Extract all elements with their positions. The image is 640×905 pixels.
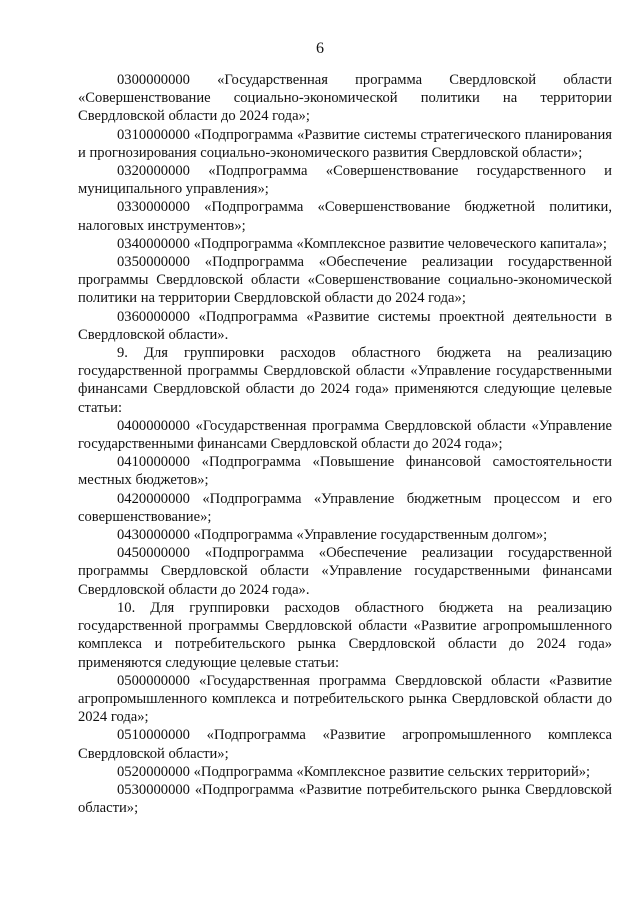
paragraph-0350000000: 0350000000 «Подпрограмма «Обеспечение реализации государственной программы Свердловской области «Совершенствование социально-экономической политики на территории Свердловской области до 2024 года»; — [78, 254, 612, 307]
paragraph-0310000000: 0310000000 «Подпрограмма «Развитие системы стратегического планирования и прогнозирования социально-экономического развития Свердловской области»; — [78, 126, 612, 161]
paragraph-0300000000: 0300000000 «Государственная программа Свердловской области «Совершенствование социально-экономической политики на территории Свердловской области до 2024 года»; — [78, 72, 612, 125]
paragraph-0330000000: 0330000000 «Подпрограмма «Совершенствование бюджетной политики, налоговых инструментов»; — [78, 199, 612, 234]
paragraph-0340000000: 0340000000 «Подпрограмма «Комплексное развитие человеческого капитала»; — [117, 235, 607, 252]
paragraph-0430000000: 0430000000 «Подпрограмма «Управление государственным долгом»; — [117, 527, 548, 544]
paragraph-0530000000: 0530000000 «Подпрограмма «Развитие потребительского рынка Свердловской области»; — [78, 781, 612, 817]
paragraph-0320000000: 0320000000 «Подпрограмма «Совершенствование государственного и муниципального управления»; — [78, 163, 612, 198]
paragraph-0360000000: 0360000000 «Подпрограмма «Развитие системы проектной деятельности в Свердловской области». — [78, 308, 612, 343]
paragraph-0410000000: 0410000000 «Подпрограмма «Повышение финансовой самостоятельности местных бюджетов»; — [78, 454, 612, 489]
paragraph-item-9: 9. Для группировки расходов областного бюджета на реализацию государственной программы Свердловской области «Управление государственными финансами Свердловской области до 2024 года» применяются следующие целевые статьи: — [78, 345, 612, 416]
paragraph-0400000000: 0400000000 «Государственная программа Свердловской области «Управление государственными финансами Свердловской области до 2024 года»; — [78, 417, 612, 453]
paragraph-0500000000: 0500000000 «Государственная программа Свердловской области «Развитие агропромышленного комплекса и потребительского рынка Свердловской области до 2024 года»; — [78, 672, 612, 726]
paragraph-0510000000: 0510000000 «Подпрограмма «Развитие агропромышленного комплекса Свердловской области»; — [78, 727, 612, 762]
paragraph-0520000000: 0520000000 «Подпрограмма «Комплексное развитие сельских территорий»; — [117, 763, 591, 780]
paragraph-0450000000: 0450000000 «Подпрограмма «Обеспечение реализации государственной программы Свердловской области «Управление государственными финансами Свердловской области до 2024 года». — [78, 545, 612, 598]
page-number: 6 — [316, 40, 324, 57]
paragraph-item-10: 10. Для группировки расходов областного бюджета на реализацию государственной программы Свердловской области «Развитие агропромышленного комплекса и потребительского рынка Свердловской области до 2024 года» применяются следующие целевые статьи: — [78, 599, 612, 671]
document-body — [78, 71, 612, 817]
paragraph-0420000000: 0420000000 «Подпрограмма «Управление бюджетным процессом и его совершенствование»; — [78, 490, 612, 525]
